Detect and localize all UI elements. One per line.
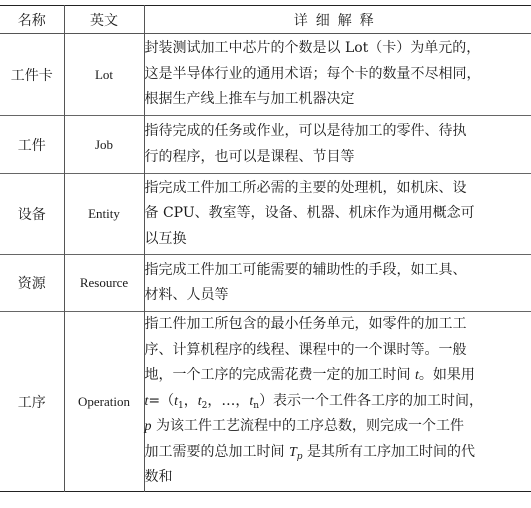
detail-text: 为该工件工艺流程中的工序总数，则完成一个工件 (151, 418, 464, 435)
term-name: 工件卡 (0, 34, 64, 116)
math-variable: t (197, 393, 202, 409)
term-detail (144, 34, 531, 116)
detail-line: 封装测试加工中芯片的个数是以 Lot（卡）为单元的， (144, 40, 481, 57)
detail-line (145, 414, 531, 440)
table-header-row (0, 6, 531, 34)
detail-line: 指完成工件加工所必需的主要的处理机，如机床、设 (144, 179, 467, 196)
math-subscript: 1 (178, 400, 184, 411)
detail-line: 这是半导体行业的通用术语；每个卡的数量不尽相同， (144, 65, 481, 82)
detail-line (145, 389, 531, 415)
detail-text: 是其所有工序加工时间的代 (302, 443, 475, 460)
term-detail (144, 255, 531, 312)
math-symbol: ，…， (207, 392, 250, 409)
detail-line (145, 440, 531, 466)
table-row (0, 174, 531, 255)
math-subscript: p (296, 451, 303, 462)
detail-line: 指待完成的任务或作业，可以是待加工的零件、待执 (144, 123, 467, 139)
term-english: Entity (64, 174, 144, 255)
math-symbol: ， (183, 392, 198, 409)
term-english: Resource (64, 255, 144, 312)
table-row (0, 34, 531, 116)
table-row (0, 255, 531, 312)
header-name: 名称 (0, 6, 64, 34)
detail-text: 。如果用 (418, 367, 475, 384)
terms-table (0, 5, 531, 492)
math-variable: t (414, 368, 419, 384)
detail-line: 行的程序，也可以是课程、节目等 (144, 148, 355, 165)
detail-text: 地，一个工序的完成需花费一定的加工时间 (144, 367, 415, 384)
detail-line: 序、计算机程序的线程、课程中的一个课时等。一般 (144, 341, 467, 358)
detail-line: 材料、人员等 (144, 287, 229, 303)
term-name: 设备 (0, 174, 64, 255)
math-variable: t (144, 393, 149, 409)
detail-line: 以互换 (144, 230, 187, 247)
math-subscript: 2 (201, 400, 208, 411)
term-name: 工件 (0, 116, 64, 174)
math-variable: p (144, 419, 152, 435)
term-detail (144, 116, 531, 174)
term-english: Operation (64, 312, 144, 492)
table-row (0, 312, 531, 492)
math-subscript: n (253, 400, 260, 411)
math-variable: t (174, 393, 179, 409)
detail-line: 根据生产线上推车与加工机器决定 (144, 91, 355, 108)
term-english: Lot (64, 34, 144, 116)
table-row (0, 116, 531, 174)
term-detail (144, 174, 531, 255)
term-name: 资源 (0, 255, 64, 312)
detail-line: 指工件加工所包含的最小任务单元，如零件的加工工 (144, 316, 467, 333)
detail-text: ）表示一个工件各工序的加工时间， (259, 392, 484, 409)
term-detail (144, 312, 531, 492)
term-name: 工序 (0, 312, 64, 492)
math-symbol: =（ (148, 392, 175, 409)
term-english: Job (64, 116, 144, 174)
header-detail: 详细解释 (144, 6, 531, 34)
detail-line: 指完成工件加工可能需要的辅助性的手段，如工具、 (144, 261, 467, 278)
header-english: 英文 (64, 6, 144, 34)
detail-text: 加工需要的总加工时间 (144, 443, 289, 460)
math-variable: t (249, 393, 254, 409)
math-variable: T (288, 444, 297, 460)
detail-line: 备 CPU、教室等，设备、机器、机床作为通用概念可 (144, 205, 475, 222)
detail-line (145, 363, 531, 389)
detail-line: 数和 (144, 469, 173, 486)
